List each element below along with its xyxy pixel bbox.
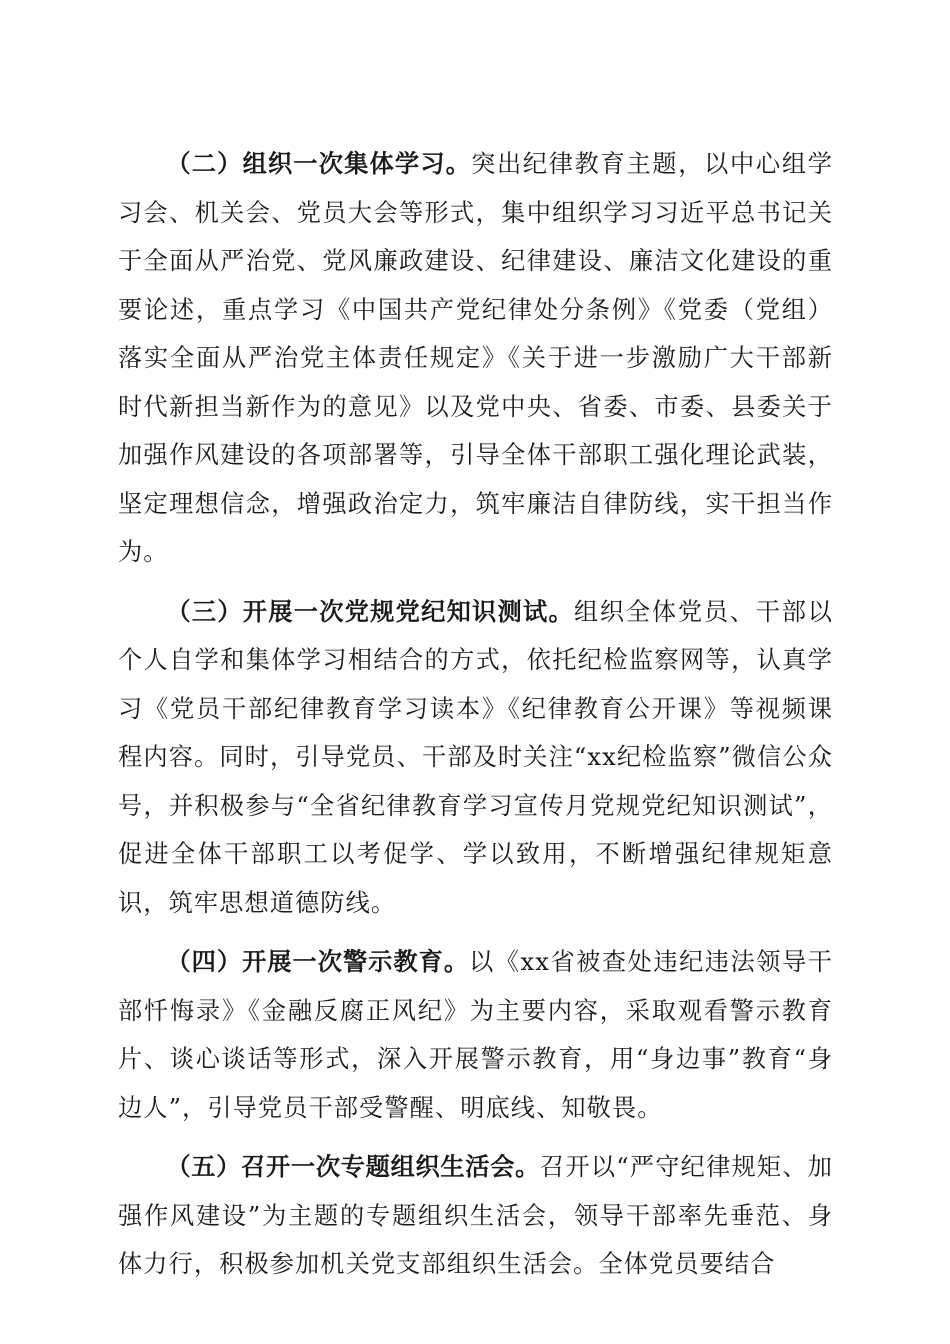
paragraph-warning-education (118, 938, 833, 1132)
paragraph-text: 组织全体党员、干部以个人自学和集体学习相结合的方式，依托纪检监察网等，认真学习《党员干部纪律教育学习读本》《纪律教育公开课》等视频课程内容。同时，引导党员、干部及时关注“xx纪检监察”微信公众号，并积极参与“全省纪律教育学习宣传月党规党纪知识测试”，促进全体干部职工以考促学、学以致用，不断增强纪律规矩意识，筑牢思想道德防线。 (118, 597, 833, 917)
paragraph-heading: （三）开展一次党规党纪知识测试。 (166, 597, 574, 626)
paragraph-heading: （二）组织一次集体学习。 (166, 150, 472, 178)
paragraph-heading: （四）开展一次警示教育。 (166, 948, 470, 976)
paragraph-organization-meeting (118, 1143, 833, 1289)
paragraph-text: 以《xx省被查处违纪违法领导干部忏悔录》《金融反腐正风纪》为主要内容，采取观看警示教育片、谈心谈话等形式，深入开展警示教育，用“身边事”教育“身边人”，引导党员干部受警醒、明底线、知敬畏。 (118, 948, 833, 1122)
document-body (118, 140, 833, 1289)
paragraph-text: 突出纪律教育主题，以中心组学习会、机关会、党员大会等形式，集中组织学习习近平总书记关于全面从严治党、党风廉政建设、纪律建设、廉洁文化建设的重要论述，重点学习《中国共产党纪律处分条例》《党委（党组）落实全面从严治党主体责任规定》《关于进一步激励广大干部新时代新担当新作为的意见》以及党中央、省委、市委、县委关于加强作风建设的各项部署等，引导全体干部职工强化理论武装，坚定理想信念，增强政治定力，筑牢廉洁自律防线，实干担当作为。 (118, 150, 834, 566)
paragraph-knowledge-test (118, 588, 833, 928)
paragraph-text: 召开以“严守纪律规矩、加强作风建设”为主题的专题组织生活会，领导干部率先垂范、身体力行，积极参加机关党支部组织生活会。全体党员要结合 (118, 1153, 833, 1278)
paragraph-collective-study (118, 140, 833, 577)
paragraph-heading: （五）召开一次专题组织生活会。 (166, 1153, 541, 1181)
